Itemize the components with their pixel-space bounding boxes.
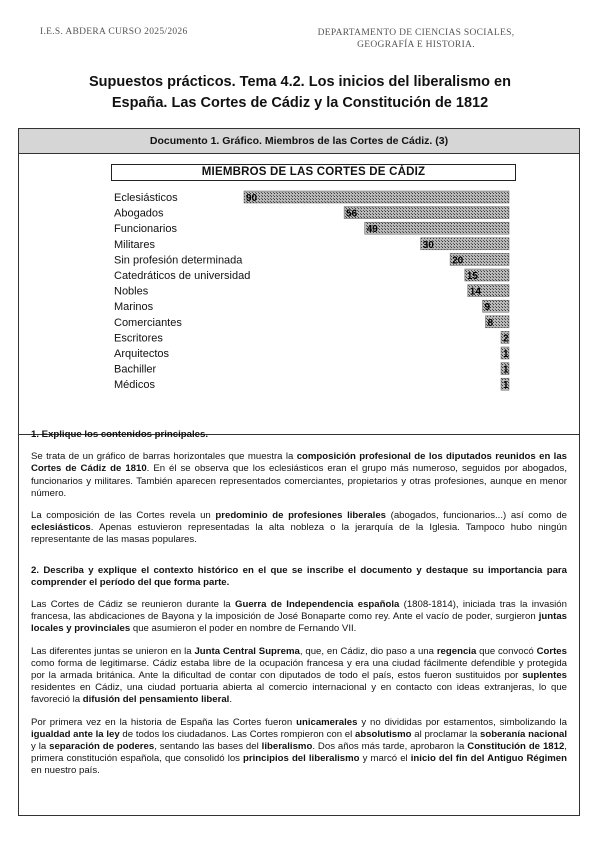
- category-label: Sin profesión determinada: [114, 254, 243, 267]
- bar-chart: [19, 154, 579, 434]
- text-run: y no divididas por estamentos, simbolizando la: [357, 716, 567, 728]
- category-label: Catedráticos de universidad: [114, 270, 251, 282]
- text-run: . En él se observa que los eclesiásticos eran el grupo más numeroso, seguidos por abogados, funcionarios y militares. También aparecen representados comerciantes, propietarios y otras profesiones, aunque en menor número.: [31, 463, 568, 499]
- bold-text: liberalismo: [261, 741, 313, 753]
- category-label: Bachiller: [114, 363, 157, 376]
- text-run: y marcó el: [359, 753, 411, 765]
- value-label: 49: [366, 224, 378, 236]
- document-heading: Documento 1. Gráfico. Miembros de las Cortes de Cádiz. (3): [19, 129, 579, 154]
- title-line-2: España. Las Cortes de Cádiz y la Constitución de 1812: [111, 95, 489, 111]
- department-header: [306, 27, 526, 51]
- category-label: Médicos: [114, 379, 155, 392]
- department-line-1: DEPARTAMENTO DE CIENCIAS SOCIALES,: [317, 28, 515, 38]
- department-line-2: GEOGRAFÍA E HISTORIA.: [357, 40, 475, 50]
- category-label: Escritores: [114, 332, 163, 345]
- bar: [244, 191, 509, 203]
- text-run: como forma de legitimarse. Cádiz estaba libre de la ocupación francesa y era una ciudad fácilmente defendible y protegida por la armada británica. Ante la dificultad de contar con diputados de todo el país, estos fueron sustituidos por: [31, 657, 567, 682]
- chart-title: MIEMBROS DE LAS CORTES DE CÁDIZ: [111, 164, 516, 181]
- title-line-1: Supuestos prácticos. Tema 4.2. Los inicios del liberalismo en: [89, 74, 511, 90]
- bold-text: eclesiásticos: [31, 522, 91, 534]
- value-label: 30: [422, 239, 434, 251]
- value-label: 15: [466, 271, 478, 282]
- bold-text: separación de poderes: [49, 741, 155, 753]
- text-run: , primera constitución española, que consolidó los: [31, 741, 567, 765]
- chart-area: [19, 154, 579, 435]
- school-header: I.E.S. ABDERA CURSO 2025/2026: [40, 27, 188, 37]
- bold-text: suplentes: [522, 670, 567, 682]
- bold-text: Guerra de Independencia española: [235, 599, 400, 611]
- bar: [344, 207, 509, 219]
- bold-text: predominio de profesiones liberales: [215, 510, 387, 522]
- text-run: que asumieron el poder en nombre de Fernando VII.: [130, 623, 357, 635]
- text-run: . Dos años más tarde, aprobaron la: [312, 741, 468, 753]
- value-label: 1: [503, 380, 509, 392]
- bold-text: soberanía nacional: [480, 728, 568, 740]
- text-run: Las diferentes juntas se unieron en la: [31, 645, 195, 657]
- category-label: Marinos: [114, 301, 154, 314]
- value-label: 56: [346, 208, 358, 220]
- value-label: 1: [503, 364, 509, 376]
- spacer: [31, 557, 567, 565]
- text-run: .: [229, 694, 233, 706]
- answer-2-paragraph-1: [31, 599, 567, 636]
- text-run: en nuestro país.: [31, 765, 100, 777]
- text-run: que convocó: [476, 645, 537, 657]
- bold-text: Constitución de 1812: [467, 741, 565, 753]
- text-run: Las Cortes de Cádiz se reunieron durante la: [31, 599, 236, 611]
- bar: [421, 238, 509, 250]
- page-title: [60, 72, 540, 114]
- answer-2-paragraph-2: [31, 646, 567, 707]
- bold-text: unicamerales: [296, 716, 358, 728]
- category-label: Nobles: [114, 285, 149, 298]
- text-run: , que, en Cádiz, dio paso a una: [299, 645, 437, 657]
- bold-text: Junta Central Suprema: [194, 645, 300, 657]
- text-run: La composición de las Cortes revela un: [31, 510, 216, 522]
- text-run: Por primera vez en la historia de España las Cortes fueron: [31, 716, 297, 728]
- answer-1-paragraph-1: [31, 451, 567, 500]
- answer-1-paragraph-2: [31, 510, 567, 547]
- value-label: 1: [503, 349, 509, 360]
- value-label: 90: [246, 193, 258, 204]
- text-run: al proclamar la: [411, 728, 481, 740]
- bold-text: composición profesional de los diputados reunidos en las Cortes de Cádiz de 1810: [31, 451, 567, 475]
- bold-text: absolutismo: [355, 728, 412, 740]
- text-run: , sentando las bases del: [154, 741, 262, 753]
- value-label: 2: [503, 333, 509, 345]
- answer-2-paragraph-3: [31, 717, 567, 778]
- text-run: (1808-1814), iniciada tras la invasión francesa, las abdicaciones de Bayona y la imposición de José Bonaparte como rey. Ante el vacío de poder, surgieron: [31, 599, 567, 623]
- bold-text: regencia: [436, 645, 477, 657]
- category-label: Militares: [114, 238, 155, 251]
- bold-text: principios del liberalismo: [243, 753, 360, 765]
- text-run: (abogados, funcionarios...) así como de: [386, 510, 568, 522]
- value-label: 20: [452, 255, 464, 267]
- text-run: y la: [31, 741, 50, 753]
- category-label: Comerciantes: [114, 316, 182, 329]
- question-1: 1. Explique los contenidos principales.: [31, 429, 208, 440]
- category-label: Arquitectos: [114, 348, 170, 360]
- question-2: 2. Describa y explique el contexto histórico en el que se inscribe el documento y destaque su importancia para comprender el período del que forma parte.: [31, 564, 567, 588]
- bold-text: igualdad ante la ley: [31, 728, 120, 740]
- bold-text: juntas locales y provinciales: [31, 611, 567, 635]
- value-label: 9: [484, 302, 491, 314]
- text-run: Se trata de un gráfico de barras horizontales que muestra la: [31, 451, 297, 463]
- bold-text: difusión del pensamiento liberal: [82, 694, 230, 706]
- bold-text: Cortes: [536, 645, 567, 657]
- bold-text: inicio del fin del Antiguo Régimen: [410, 753, 567, 765]
- document-box: [18, 128, 580, 816]
- category-label: Eclesiásticos: [114, 192, 178, 204]
- category-label: Abogados: [114, 207, 164, 220]
- text-run: de todos los ciudadanos. Las Cortes rompieron con el: [119, 728, 355, 740]
- text-run: residentes en Cádiz, una ciudad portuaria abierta al comercio internacional y en contacto con ideas extranjeras, lo que favoreció la: [31, 682, 567, 706]
- value-label: 14: [469, 286, 481, 298]
- value-label: 8: [487, 317, 494, 329]
- text-run: . Apenas estuvieron representadas la alta nobleza o la jerarquía de la Iglesia. Tampoco hubo ningún representante de las masas populares.: [31, 522, 567, 546]
- bar: [365, 222, 509, 234]
- category-label: Funcionarios: [114, 223, 177, 236]
- answers: [31, 429, 567, 788]
